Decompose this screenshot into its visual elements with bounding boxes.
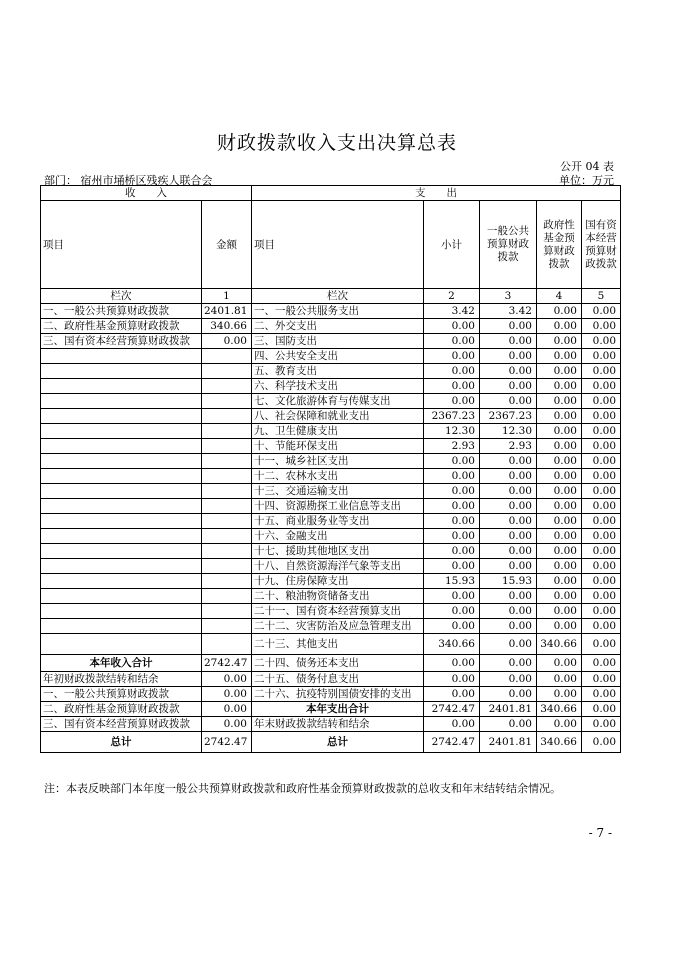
expense-fund: 0.00 [537,379,582,394]
expense-state-capital: 0.00 [582,484,621,499]
income-item [41,589,202,604]
income-item: 三、国有资本经营预算财政拨款 [41,334,202,349]
expense-fund: 0.00 [537,619,582,634]
page-number: - 7 - [588,826,612,840]
department-label: 部门： 宿州市埇桥区残疾人联合会 [44,174,213,187]
income-header: 收 入 [41,186,252,201]
income-item: 二、政府性基金预算财政拨款 [41,702,202,717]
col-item-expense: 项目 [252,201,424,289]
expense-item: 二十六、抗疫特别国债安排的支出 [252,687,424,702]
table-row [41,655,621,672]
expense-item: 二十、粮油物资储备支出 [252,589,424,604]
expense-state-capital: 0.00 [582,439,621,454]
expense-state-capital: 0.00 [582,717,621,732]
income-item: 年初财政拨款结转和结余 [41,672,202,687]
expense-general: 0.00 [480,619,537,634]
income-amount: 340.66 [202,319,252,334]
income-item: 三、国有资本经营预算财政拨款 [41,717,202,732]
expense-state-capital: 0.00 [582,604,621,619]
table-row [41,544,621,559]
expense-state-capital: 0.00 [582,514,621,529]
expense-general: 0.00 [480,364,537,379]
income-item [41,379,202,394]
expense-fund: 0.00 [537,364,582,379]
expense-subtotal: 3.42 [424,304,480,319]
page-title: 财政拨款收入支出决算总表 [216,132,457,154]
expense-state-capital: 0.00 [582,394,621,409]
table-row [41,409,621,424]
col-state-capital: 国有资本经营预算财政拨款 [582,201,621,289]
income-amount [202,514,252,529]
expense-state-capital: 0.00 [582,544,621,559]
expense-item: 九、卫生健康支出 [252,424,424,439]
col-general-budget: 一般公共预算财政拨款 [480,201,537,289]
income-item [41,454,202,469]
expense-state-capital: 0.00 [582,469,621,484]
col-number: 5 [582,289,621,304]
expense-general: 0.00 [480,334,537,349]
income-item [41,559,202,574]
expense-subtotal: 15.93 [424,574,480,589]
expense-subtotal: 0.00 [424,499,480,514]
expense-subtotal: 0.00 [424,717,480,732]
expense-fund: 0.00 [537,544,582,559]
expense-state-capital: 0.00 [582,559,621,574]
expense-item: 十三、交通运输支出 [252,484,424,499]
expense-subtotal: 0.00 [424,672,480,687]
table-row [41,319,621,334]
income-item [41,424,202,439]
expense-fund: 0.00 [537,334,582,349]
expense-general: 2.93 [480,439,537,454]
table-row [41,717,621,732]
table-row [41,619,621,634]
expense-fund: 0.00 [537,349,582,364]
expense-subtotal: 0.00 [424,469,480,484]
expense-subtotal: 0.00 [424,604,480,619]
table-row [41,499,621,514]
col-label: 栏次 [252,289,424,304]
expense-item: 十五、商业服务业等支出 [252,514,424,529]
expense-state-capital: 0.00 [582,574,621,589]
expense-subtotal: 12.30 [424,424,480,439]
col-label: 栏次 [41,289,202,304]
expense-item: 本年支出合计 [252,702,424,717]
expense-fund: 0.00 [537,409,582,424]
expense-state-capital: 0.00 [582,424,621,439]
expense-item: 年末财政拨款结转和结余 [252,717,424,732]
expense-item: 二十三、其他支出 [252,634,424,655]
expense-state-capital: 0.00 [582,672,621,687]
income-amount [202,634,252,655]
income-amount: 0.00 [202,672,252,687]
table-row [41,484,621,499]
expense-general: 15.93 [480,574,537,589]
col-item-income: 项目 [41,201,202,289]
expense-general: 3.42 [480,304,537,319]
income-item: 一、一般公共预算财政拨款 [41,687,202,702]
expense-state-capital: 0.00 [582,319,621,334]
expense-subtotal: 0.00 [424,514,480,529]
income-item [41,499,202,514]
expense-subtotal: 2.93 [424,439,480,454]
income-item [41,409,202,424]
expense-fund: 0.00 [537,319,582,334]
expense-subtotal: 0.00 [424,334,480,349]
expense-fund: 0.00 [537,514,582,529]
expense-fund: 0.00 [537,655,582,672]
expense-header: 支 出 [252,186,621,201]
table-row [41,634,621,655]
expense-general: 0.00 [480,454,537,469]
col-number: 3 [480,289,537,304]
table-row [41,672,621,687]
expense-state-capital: 0.00 [582,409,621,424]
income-amount [202,604,252,619]
expense-fund: 0.00 [537,424,582,439]
expense-general: 0.00 [480,499,537,514]
expense-item: 十四、资源勘探工业信息等支出 [252,499,424,514]
expense-fund: 340.66 [537,634,582,655]
expense-item: 十八、自然资源海洋气象等支出 [252,559,424,574]
table-row [41,702,621,717]
income-item [41,364,202,379]
income-item [41,529,202,544]
table-row [41,439,621,454]
table-row [41,304,621,319]
expense-subtotal: 0.00 [424,484,480,499]
expense-fund: 0.00 [537,574,582,589]
expense-item: 十六、金融支出 [252,529,424,544]
expense-general: 0.00 [480,484,537,499]
expense-subtotal: 340.66 [424,634,480,655]
col-fund-budget: 政府性基金预算财政拨款 [537,201,582,289]
expense-fund: 0.00 [537,439,582,454]
expense-fund: 0.00 [537,589,582,604]
expense-general: 0.00 [480,529,537,544]
expense-subtotal: 2742.47 [424,702,480,717]
expense-subtotal: 0.00 [424,379,480,394]
expense-state-capital: 0.00 [582,529,621,544]
expense-fund: 0.00 [537,559,582,574]
expense-general: 2401.81 [480,732,537,753]
income-item: 一、一般公共预算财政拨款 [41,304,202,319]
expense-general: 2367.23 [480,409,537,424]
expense-state-capital: 0.00 [582,687,621,702]
expense-general: 0.00 [480,349,537,364]
table-row [41,349,621,364]
income-item [41,514,202,529]
footnote: 注：本表反映部门本年度一般公共预算财政拨款和政府性基金预算财政拨款的总收支和年末结转结余情况。 [44,782,561,795]
expense-state-capital: 0.00 [582,454,621,469]
expense-item: 八、社会保障和就业支出 [252,409,424,424]
expense-state-capital: 0.00 [582,732,621,753]
expense-item: 二十一、国有资本经营预算支出 [252,604,424,619]
expense-item: 六、科学技术支出 [252,379,424,394]
expense-fund: 0.00 [537,484,582,499]
expense-subtotal: 0.00 [424,544,480,559]
expense-item: 十、节能环保支出 [252,439,424,454]
unit-label: 单位：万元 [559,174,614,187]
expense-general: 0.00 [480,559,537,574]
table-row [41,454,621,469]
expense-item: 十九、住房保障支出 [252,574,424,589]
expense-item: 十二、农林水支出 [252,469,424,484]
table-row [41,334,621,349]
income-item [41,619,202,634]
income-amount [202,589,252,604]
income-amount [202,349,252,364]
table-row [41,364,621,379]
expense-item: 七、文化旅游体育与传媒支出 [252,394,424,409]
column-header-row [41,201,621,289]
income-amount: 0.00 [202,717,252,732]
expense-state-capital: 0.00 [582,349,621,364]
expense-subtotal: 2367.23 [424,409,480,424]
table-row [41,469,621,484]
income-amount [202,409,252,424]
table-row [41,514,621,529]
income-item [41,394,202,409]
expense-subtotal: 0.00 [424,364,480,379]
income-amount [202,574,252,589]
income-amount [202,529,252,544]
expense-state-capital: 0.00 [582,499,621,514]
income-amount [202,424,252,439]
table-row [41,604,621,619]
expense-general: 0.00 [480,514,537,529]
expense-subtotal: 0.00 [424,559,480,574]
expense-fund: 0.00 [537,394,582,409]
expense-subtotal: 2742.47 [424,732,480,753]
expense-general: 12.30 [480,424,537,439]
expense-state-capital: 0.00 [582,334,621,349]
expense-subtotal: 0.00 [424,394,480,409]
expense-fund: 340.66 [537,732,582,753]
expense-general: 0.00 [480,394,537,409]
income-amount [202,559,252,574]
expense-item: 五、教育支出 [252,364,424,379]
expense-state-capital: 0.00 [582,379,621,394]
col-number: 2 [424,289,480,304]
expense-subtotal: 0.00 [424,589,480,604]
income-item: 二、政府性基金预算财政拨款 [41,319,202,334]
expense-state-capital: 0.00 [582,655,621,672]
income-amount: 0.00 [202,687,252,702]
table-row [41,424,621,439]
expense-state-capital: 0.00 [582,634,621,655]
income-item: 本年收入合计 [41,655,202,672]
income-item [41,469,202,484]
income-item [41,604,202,619]
income-amount [202,364,252,379]
expense-item: 一、一般公共服务支出 [252,304,424,319]
expense-subtotal: 0.00 [424,687,480,702]
expense-fund: 0.00 [537,469,582,484]
expense-state-capital: 0.00 [582,364,621,379]
expense-general: 0.00 [480,634,537,655]
expense-general: 0.00 [480,672,537,687]
expense-item: 十一、城乡社区支出 [252,454,424,469]
expense-fund: 340.66 [537,702,582,717]
expense-general: 0.00 [480,319,537,334]
expense-fund: 0.00 [537,717,582,732]
income-item [41,439,202,454]
income-amount [202,484,252,499]
expense-fund: 0.00 [537,529,582,544]
expense-item: 总计 [252,732,424,753]
expense-general: 0.00 [480,655,537,672]
expense-item: 二十二、灾害防治及应急管理支出 [252,619,424,634]
expense-state-capital: 0.00 [582,619,621,634]
col-number: 1 [202,289,252,304]
expense-general: 2401.81 [480,702,537,717]
table-row [41,589,621,604]
table-row [41,379,621,394]
form-number: 公开 04 表 [560,160,614,173]
expense-item: 二十五、债务付息支出 [252,672,424,687]
table-row [41,394,621,409]
table-row [41,574,621,589]
expense-item: 四、公共安全支出 [252,349,424,364]
expense-fund: 0.00 [537,687,582,702]
expense-general: 0.00 [480,544,537,559]
expense-general: 0.00 [480,469,537,484]
expense-item: 十七、援助其他地区支出 [252,544,424,559]
col-number: 4 [537,289,582,304]
section-header-row [41,186,621,201]
budget-summary-table [40,185,621,753]
expense-subtotal: 0.00 [424,454,480,469]
income-amount: 0.00 [202,702,252,717]
income-amount [202,544,252,559]
income-item [41,484,202,499]
income-amount [202,619,252,634]
income-item [41,634,202,655]
table-row [41,732,621,753]
income-amount [202,439,252,454]
expense-item: 三、国防支出 [252,334,424,349]
expense-state-capital: 0.00 [582,304,621,319]
expense-subtotal: 0.00 [424,349,480,364]
table-row [41,687,621,702]
income-amount [202,379,252,394]
expense-general: 0.00 [480,717,537,732]
table-row [41,529,621,544]
expense-item: 二、外交支出 [252,319,424,334]
expense-fund: 0.00 [537,672,582,687]
income-amount [202,394,252,409]
income-amount [202,454,252,469]
col-amount: 金额 [202,201,252,289]
expense-fund: 0.00 [537,304,582,319]
expense-state-capital: 0.00 [582,702,621,717]
expense-fund: 0.00 [537,499,582,514]
income-amount: 2742.47 [202,655,252,672]
expense-item: 二十四、债务还本支出 [252,655,424,672]
income-amount: 0.00 [202,334,252,349]
income-amount [202,469,252,484]
income-item [41,349,202,364]
expense-subtotal: 0.00 [424,619,480,634]
expense-general: 0.00 [480,604,537,619]
income-item [41,574,202,589]
income-amount [202,499,252,514]
expense-general: 0.00 [480,589,537,604]
expense-fund: 0.00 [537,604,582,619]
expense-subtotal: 0.00 [424,319,480,334]
income-amount: 2401.81 [202,304,252,319]
income-item: 总计 [41,732,202,753]
table-row [41,559,621,574]
column-number-row [41,289,621,304]
expense-fund: 0.00 [537,454,582,469]
income-item [41,544,202,559]
expense-general: 0.00 [480,379,537,394]
expense-subtotal: 0.00 [424,529,480,544]
income-amount: 2742.47 [202,732,252,753]
expense-general: 0.00 [480,687,537,702]
col-subtotal: 小计 [424,201,480,289]
expense-state-capital: 0.00 [582,589,621,604]
expense-subtotal: 0.00 [424,655,480,672]
